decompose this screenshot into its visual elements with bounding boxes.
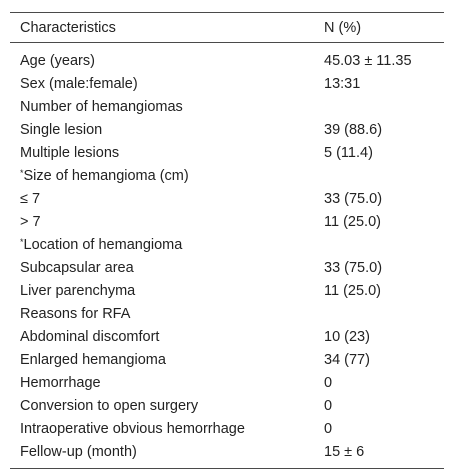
row-value: 0	[324, 420, 333, 437]
table-row	[10, 394, 444, 417]
table-row	[10, 72, 444, 95]
header-characteristics: Characteristics	[10, 13, 314, 43]
header-n-percent: N (%)	[314, 13, 444, 43]
row-label: Hemorrhage	[20, 374, 101, 391]
characteristics-table	[10, 12, 444, 469]
table-row	[10, 371, 444, 394]
row-label: > 7	[20, 213, 41, 230]
row-label: Enlarged hemangioma	[20, 351, 166, 368]
row-label: Liver parenchyma	[20, 282, 136, 299]
table-row	[10, 325, 444, 348]
row-label: Subcapsular area	[20, 259, 134, 276]
row-value: 15 ± 6	[314, 440, 444, 469]
table-row	[10, 141, 444, 164]
table-row	[10, 279, 444, 302]
row-value: 13:31	[324, 75, 361, 92]
row-value: 10 (23)	[324, 328, 370, 345]
table-row	[10, 118, 444, 141]
row-value	[314, 233, 444, 256]
row-label: Fellow-up (month)	[10, 440, 314, 469]
row-value	[314, 164, 444, 187]
table-row	[10, 164, 444, 187]
row-value: 11 (25.0)	[324, 282, 381, 299]
table-row	[10, 95, 444, 118]
row-value: 33 (75.0)	[324, 190, 383, 207]
row-value: 34 (77)	[324, 351, 370, 368]
row-value: 33 (75.0)	[324, 259, 383, 276]
row-label: Age (years)	[20, 52, 95, 69]
row-label: Abdominal discomfort	[20, 328, 160, 345]
table-body	[10, 43, 444, 469]
footnote-mark: *	[20, 236, 24, 247]
table-row	[10, 440, 444, 469]
table-header	[10, 13, 444, 43]
row-value: 11 (25.0)	[324, 213, 381, 230]
row-value: 0	[324, 374, 333, 391]
row-value: 39 (88.6)	[324, 121, 383, 138]
row-label: ≤ 7	[20, 190, 41, 207]
row-label: Multiple lesions	[20, 144, 120, 161]
row-label: *Location of hemangioma	[20, 236, 183, 253]
row-value: 45.03 ± 11.35	[324, 52, 412, 69]
table-row	[10, 233, 444, 256]
row-value: 5 (11.4)	[324, 144, 373, 161]
table-row	[10, 43, 444, 73]
row-label: *Size of hemangioma (cm)	[20, 167, 189, 184]
row-value	[314, 95, 444, 118]
row-value	[314, 302, 444, 325]
row-label: Reasons for RFA	[20, 305, 131, 322]
table-row	[10, 417, 444, 440]
row-label: Conversion to open surgery	[20, 397, 199, 414]
row-label: Intraoperative obvious hemorrhage	[20, 420, 245, 437]
table-row	[10, 348, 444, 371]
header-row	[10, 13, 444, 43]
table-row	[10, 302, 444, 325]
table-row	[10, 187, 444, 210]
table-row	[10, 210, 444, 233]
row-label: Number of hemangiomas	[20, 98, 183, 115]
footnote-mark: *	[20, 167, 24, 178]
table-row	[10, 256, 444, 279]
row-value: 0	[324, 397, 333, 414]
row-label: Sex (male:female)	[20, 75, 138, 92]
row-label: Single lesion	[20, 121, 103, 138]
